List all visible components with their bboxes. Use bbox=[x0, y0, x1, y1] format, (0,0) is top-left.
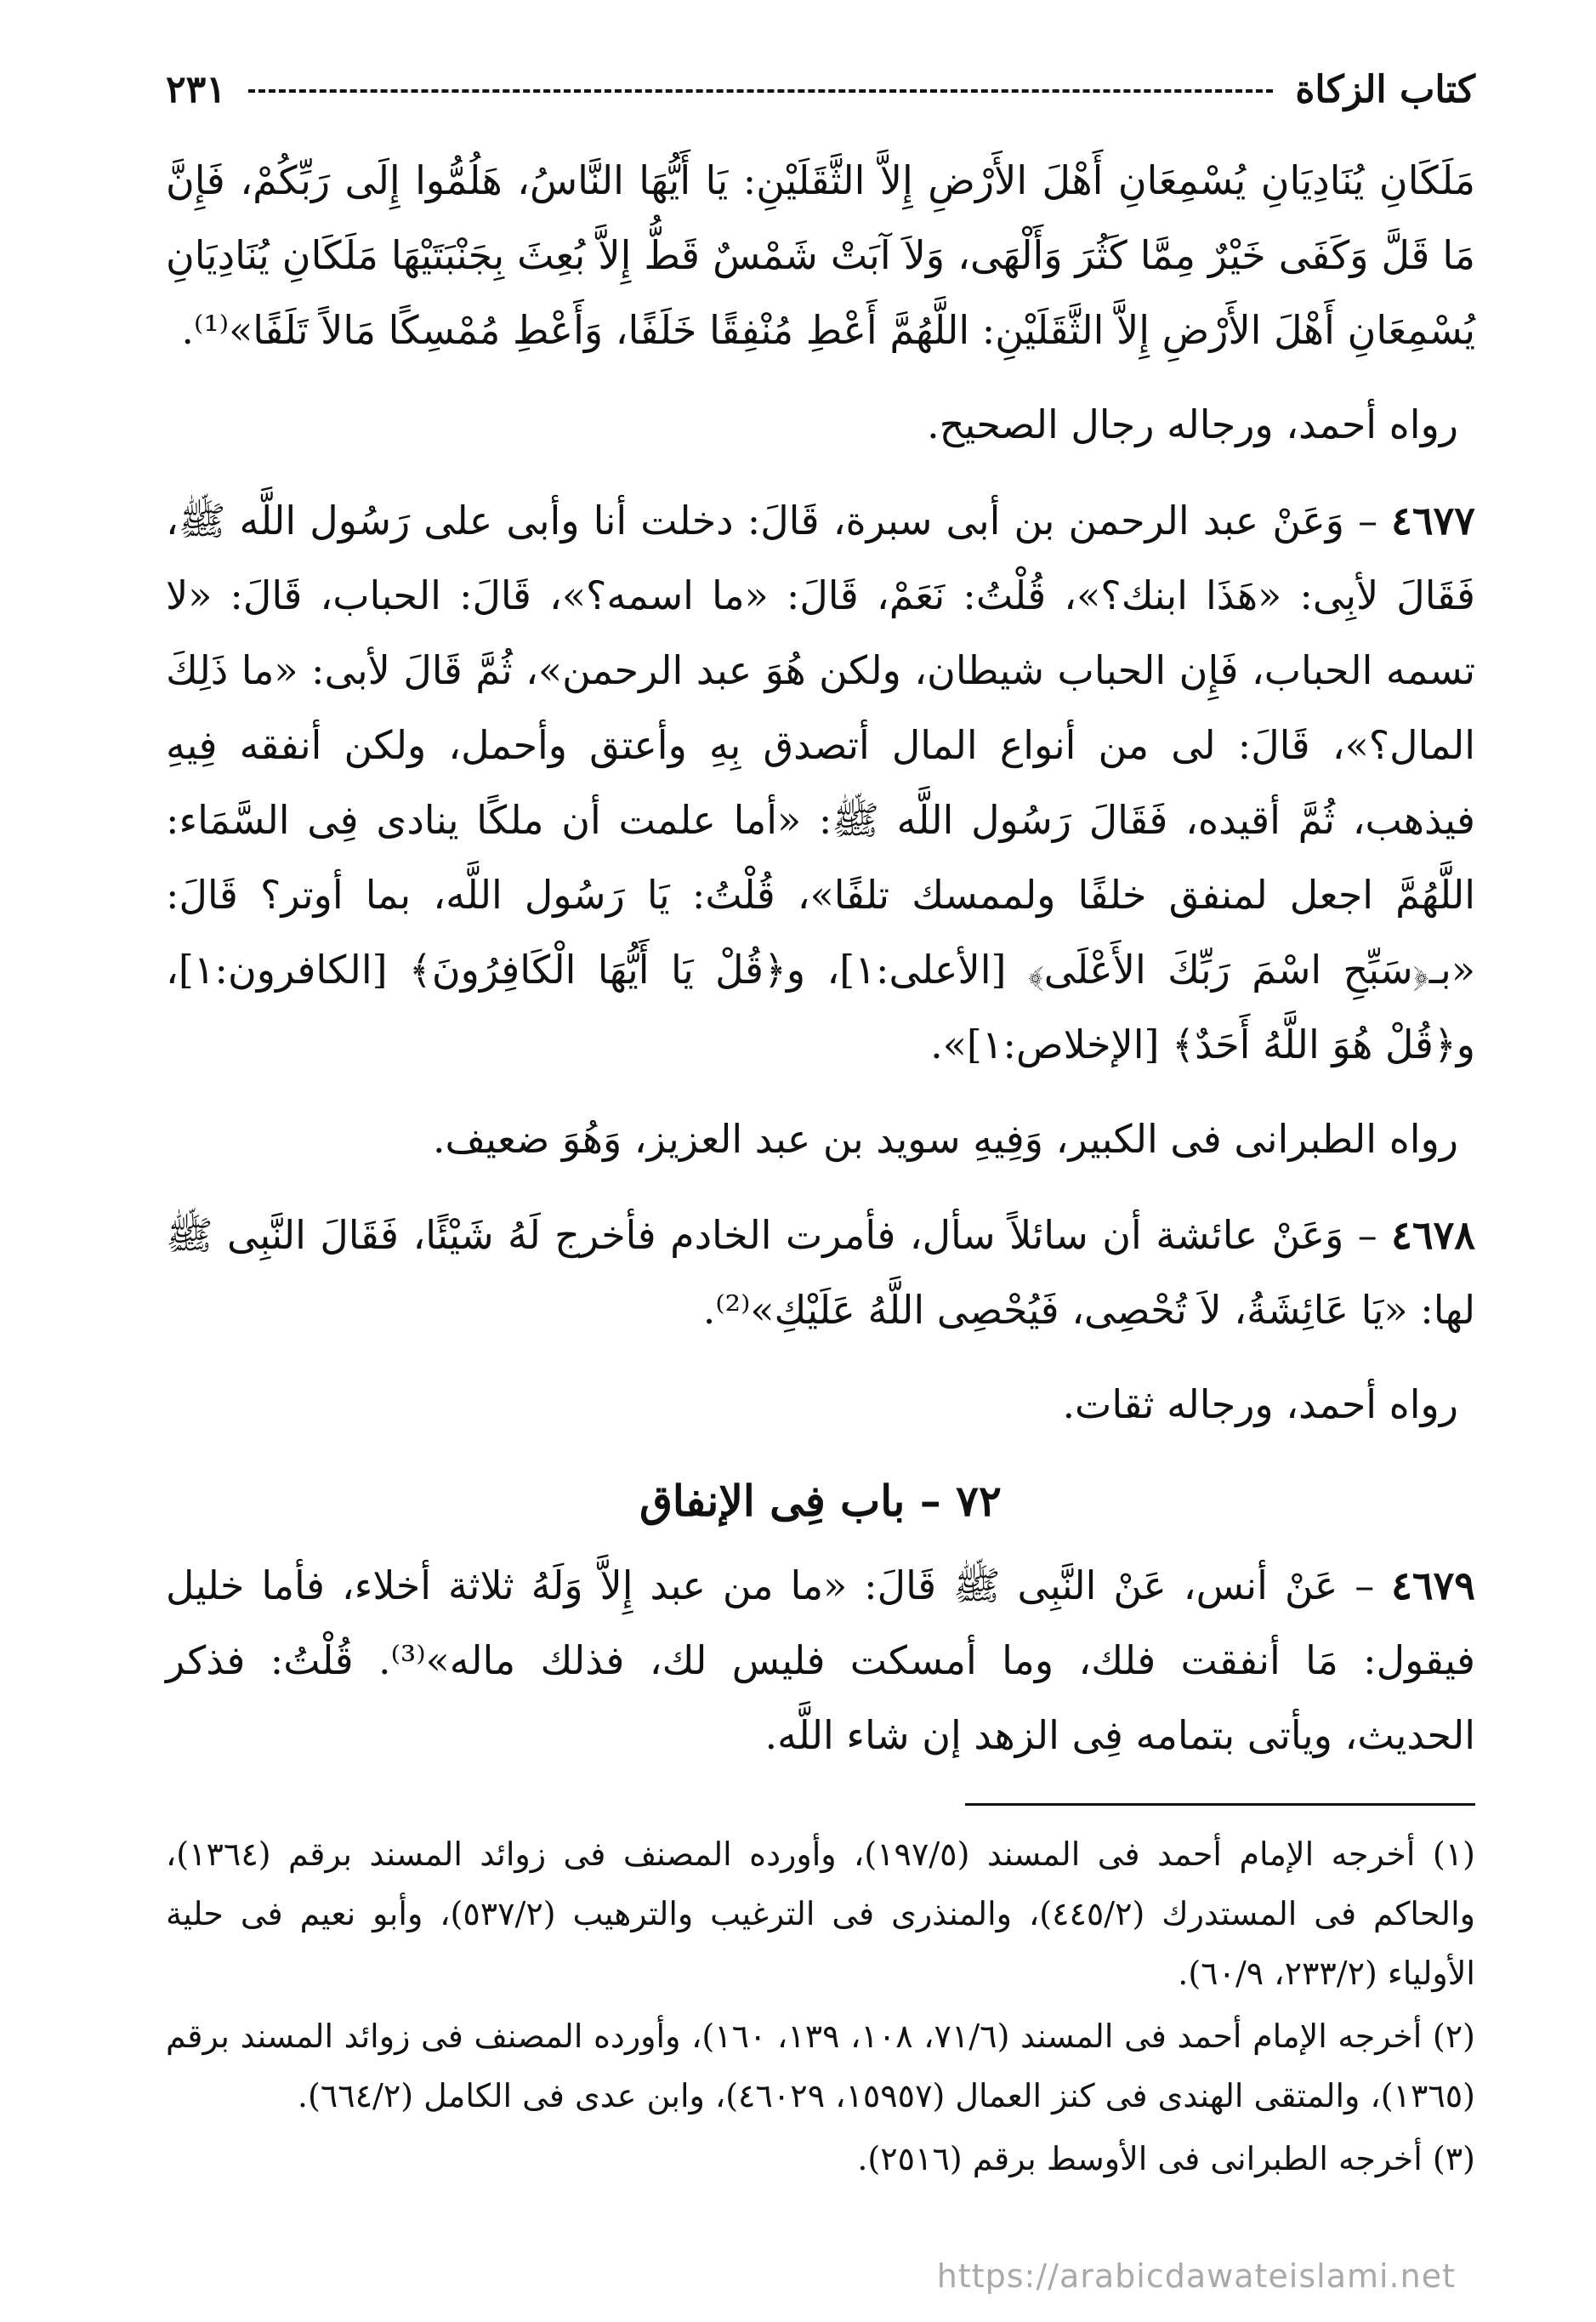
hadith-source-note: رواه أحمد، ورجاله ثقات. bbox=[1062, 1381, 1458, 1427]
hadith-continuation: مَلَكَانِ يُنَادِيَانِ يُسْمِعَانِ أَهْلَ الأَرْضِ إِلاَّ الثَّقَلَيْنِ: يَا أَيُّهَا النَّاسُ، هَلُمُّوا إِلَى رَبِّكُمْ، فَإِنَّ مَا قَلَّ وَكَفَى خَيْرٌ مِمَّا كَثُرَ وَأَلْهَى، وَلاَ آبَتْ شَمْسٌ قَطُّ إِلاَّ بُعِثَ بِجَنْبَتَيْهَا مَلَكَانِ يُنَادِيَانِ يُسْمِعَانِ أَهْلَ الأَرْضِ إِلاَّ الثَّقَلَيْنِ: اللَّهُمَّ أَعْطِ مُنْفِقًا خَلَفًا، وَأَعْطِ مُمْسِكًا مَالاً تَلَفًا»⁽¹⁾. bbox=[166, 157, 1475, 353]
book-page bbox=[166, 60, 1475, 2192]
hadith-4679 bbox=[166, 1548, 1475, 1773]
chapter-heading: ٧٢ – باب فِى الإنفاق bbox=[639, 1476, 1002, 1526]
hadith-source-note: رواه أحمد، ورجاله رجال الصحيح. bbox=[927, 401, 1458, 447]
hadith-text: – وَعَنْ عبد الرحمن بن أبى سبرة، قَالَ: دخلت أنا وأبى على رَسُول اللَّه ﷺ، فَقَالَ لأبِى: «هَذَا ابنك؟»، قُلْتُ: نَعَمْ، قَالَ: «ما اسمه؟»، قَالَ: الحباب، قَالَ: «لا تسمه الحباب، فَإِن الحباب شيطان، ولكن هُوَ عبد الرحمن»، ثُمَّ قَالَ لأبى: «ما ذَلِكَ المال؟»، قَالَ: لى من أنواع المال أتصدق بِهِ وأعتق وأحمل، ولكن أنفقه فِيهِ فيذهب، ثُمَّ أقيده، فَقَالَ رَسُول اللَّه ﷺ: «أما علمت أن ملكًا ينادى فِى السَّمَاء: اللَّهُمَّ اجعل لمنفق خلفًا ولممسك تلفًا»، قُلْتُ: يَا رَسُول اللَّه، بما أوتر؟ قَالَ: «بـ﴿سَبِّحِ اسْمَ رَبِّكَ الأَعْلَى﴾ [الأعلى:١]، و﴿قُلْ يَا أَيُّهَا الْكَافِرُونَ﴾ [الكافرون:١]، و﴿قُلْ هُوَ اللَّهُ أَحَدٌ﴾ [الإخلاص:١]». bbox=[166, 498, 1475, 1067]
footnote-3: (٣) أخرجه الطبرانى فى الأوسط برقم (٢٥١٦). bbox=[857, 2140, 1475, 2177]
footnote-1: (١) أخرجه الإمام أحمد فى المسند (١٩٧/٥)، وأورده المصنف فى زوائد المسند برقم (١٣٦٤)، والحاكم فى المستدرك (٤٤٥/٢)، والمنذرى فى الترغيب والترهيب (٥٣٧/٢)، وأبو نعيم فى حلية الأولياء (٢٣٣/٢، ٦٠/٩). bbox=[166, 1835, 1476, 1992]
footnote-divider bbox=[965, 1803, 1475, 1806]
watermark-url: https://arabicdawateislami.net bbox=[936, 2257, 1456, 2295]
hadith-text: – وَعَنْ عائشة أن سائلاً سأل، فأمرت الخادم فأخرج لَهُ شَيْئًا، فَقَالَ النَّبِى ﷺ لها: «يَا عَائِشَةُ، لاَ تُحْصِى، فَيُحْصِى اللَّهُ عَلَيْكِ»⁽²⁾. bbox=[166, 1212, 1475, 1333]
hadith-number: ٤٦٧٧ bbox=[1391, 498, 1475, 544]
page-header bbox=[166, 60, 1475, 119]
hadith-4678 bbox=[166, 1198, 1475, 1347]
book-title: كتاب الزكاة bbox=[1295, 67, 1475, 111]
hadith-text: – عَنْ أنس، عَنْ النَّبِى ﷺ قَالَ: «ما من عبد إِلاَّ وَلَهُ ثلاثة أخلاء، فأما خليل فيقول: مَا أنفقت فلك، وما أمسكت فليس لك، فذلك ماله»⁽³⁾. قُلْتُ: فذكر الحديث، ويأتى بتمامه فِى الزهد إن شاء اللَّه. bbox=[166, 1562, 1475, 1758]
hadith-number: ٤٦٧٩ bbox=[1391, 1562, 1475, 1608]
hadith-4677 bbox=[166, 483, 1475, 1082]
page-number: ٢٣١ bbox=[166, 67, 226, 111]
footnote-2: (٢) أخرجه الإمام أحمد فى المسند (٧١/٦، ١٠٨، ١٣٩، ١٦٠)، وأورده المصنف فى زوائد المسند برقم (١٣٦٥)، والمتقى الهندى فى كنز العمال (١٥٩٥٧، ٤٦٠٢٩)، وابن عدى فى الكامل (٦٦٤/٢). bbox=[166, 2018, 1475, 2114]
header-divider bbox=[248, 89, 1273, 93]
hadith-source-note: رواه الطبرانى فى الكبير، وَفِيهِ سويد بن عبد العزيز، وَهُوَ ضعيف. bbox=[432, 1116, 1458, 1162]
hadith-number: ٤٦٧٨ bbox=[1391, 1212, 1475, 1258]
